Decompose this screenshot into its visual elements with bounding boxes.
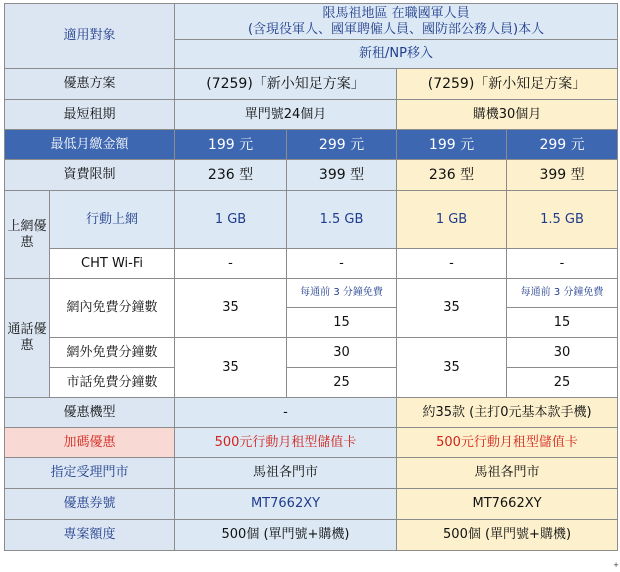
limit-label: 資費限制 xyxy=(5,160,175,191)
onnet-15-b: 15 xyxy=(507,308,618,338)
term-a: 單門號24個月 xyxy=(175,100,397,130)
wifi-1: - xyxy=(175,249,287,279)
store-label: 指定受理門市 xyxy=(5,458,175,489)
onnet-note-b: 每通前 3 分鐘免費 xyxy=(507,279,618,308)
device-row xyxy=(5,398,618,428)
onnet-b: 35 xyxy=(397,279,507,338)
bonus-b: 500元行動月租型儲值卡 xyxy=(397,428,618,458)
term-row xyxy=(5,100,618,130)
coupon-label: 優惠券號 xyxy=(5,489,175,520)
onnet-row-1 xyxy=(5,279,618,308)
quota-b: 500個 (單門號+購機) xyxy=(397,520,618,551)
plan-label: 優惠方案 xyxy=(5,69,175,100)
mobile-3: 1 GB xyxy=(397,191,507,249)
onnet-a: 35 xyxy=(175,279,287,338)
plan-table xyxy=(4,3,618,551)
offnet-a: 30 xyxy=(287,338,397,368)
land-a: 25 xyxy=(287,368,397,398)
quota-a: 500個 (單門號+購機) xyxy=(175,520,397,551)
term-label: 最短租期 xyxy=(5,100,175,130)
min-fee-2: 299 元 xyxy=(287,130,397,160)
min-fee-3: 199 元 xyxy=(397,130,507,160)
limit-4: 399 型 xyxy=(507,160,618,191)
wifi-row xyxy=(5,249,618,279)
limit-row xyxy=(5,160,618,191)
offnet-row xyxy=(5,338,618,368)
landline-label: 市話免費分鐘數 xyxy=(50,368,175,398)
target-label: 適用對象 xyxy=(5,4,175,69)
land-b: 25 xyxy=(507,368,618,398)
target-description xyxy=(175,4,618,40)
term-b: 購機30個月 xyxy=(397,100,618,130)
coupon-b: MT7662XY xyxy=(397,489,618,520)
mobile-1: 1 GB xyxy=(175,191,287,249)
device-a: - xyxy=(175,398,397,428)
onnet-15-a: 15 xyxy=(287,308,397,338)
plan-b: (7259)「新小知足方案」 xyxy=(397,69,618,100)
call-group-label: 通話優惠 xyxy=(5,279,50,398)
offnet-label: 網外免費分鐘數 xyxy=(50,338,175,368)
wifi-label: CHT Wi-Fi xyxy=(50,249,175,279)
wifi-2: - xyxy=(287,249,397,279)
bonus-row xyxy=(5,428,618,458)
web-group-label: 上網優惠 xyxy=(5,191,50,279)
mobile-row xyxy=(5,191,618,249)
target-row xyxy=(5,4,618,40)
wifi-3: - xyxy=(397,249,507,279)
min-fee-row xyxy=(5,130,618,160)
coupon-a: MT7662XY xyxy=(175,489,397,520)
bonus-label: 加碼優惠 xyxy=(5,428,175,458)
target-line2: (含現役軍人、國軍聘僱人員、國防部公務人員)本人 xyxy=(247,21,545,37)
plan-a: (7259)「新小知足方案」 xyxy=(175,69,397,100)
onnet-note-a: 每通前 3 分鐘免費 xyxy=(287,279,397,308)
onnet-label: 網內免費分鐘數 xyxy=(50,279,175,338)
offnet-land-b: 35 xyxy=(397,338,507,398)
target-line1: 限馬祖地區 在職國軍人員 xyxy=(322,5,470,21)
mobile-label: 行動上網 xyxy=(50,191,175,249)
min-fee-label: 最低月繳金額 xyxy=(5,130,175,160)
min-fee-4: 299 元 xyxy=(507,130,618,160)
mobile-2: 1.5 GB xyxy=(287,191,397,249)
corner-mark: + xyxy=(613,561,619,569)
wifi-4: - xyxy=(507,249,618,279)
plan-row xyxy=(5,69,618,100)
min-fee-1: 199 元 xyxy=(175,130,287,160)
offnet-land-a: 35 xyxy=(175,338,287,398)
bonus-a: 500元行動月租型儲值卡 xyxy=(175,428,397,458)
store-b: 馬祖各門市 xyxy=(397,458,618,489)
quota-label: 專案額度 xyxy=(5,520,175,551)
store-row xyxy=(5,458,618,489)
coupon-row xyxy=(5,489,618,520)
limit-2: 399 型 xyxy=(287,160,397,191)
landline-row xyxy=(5,368,618,398)
limit-1: 236 型 xyxy=(175,160,287,191)
limit-3: 236 型 xyxy=(397,160,507,191)
new-np-label: 新租/NP移入 xyxy=(175,40,618,69)
store-a: 馬祖各門市 xyxy=(175,458,397,489)
mobile-4: 1.5 GB xyxy=(507,191,618,249)
offnet-b: 30 xyxy=(507,338,618,368)
quota-row xyxy=(5,520,618,551)
device-label: 優惠機型 xyxy=(5,398,175,428)
device-b: 約35款 (主打0元基本款手機) xyxy=(397,398,618,428)
